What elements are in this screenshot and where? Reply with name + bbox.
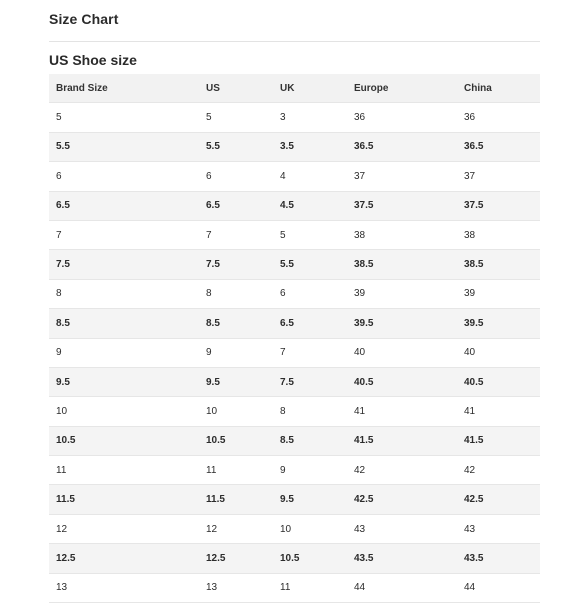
us-cell: 11.5 <box>199 485 273 514</box>
uk-cell: 3 <box>273 103 347 132</box>
uk-cell: 4.5 <box>273 191 347 220</box>
table-row <box>49 250 540 279</box>
europe-cell: 39.5 <box>347 309 457 338</box>
table-row <box>49 191 540 220</box>
table-row <box>49 103 540 132</box>
section-title: US Shoe size <box>49 52 137 68</box>
table-row <box>49 456 540 485</box>
europe-cell: 39 <box>347 279 457 308</box>
china-cell: 42 <box>457 456 540 485</box>
uk-cell: 5 <box>273 220 347 249</box>
us-cell: 6.5 <box>199 191 273 220</box>
column-header-europe: Europe <box>347 74 457 103</box>
brand-size-cell: 9 <box>49 338 199 367</box>
europe-cell: 37 <box>347 162 457 191</box>
brand-size-cell: 8.5 <box>49 309 199 338</box>
uk-cell: 8 <box>273 397 347 426</box>
europe-cell: 44 <box>347 573 457 602</box>
us-cell: 10.5 <box>199 426 273 455</box>
china-cell: 40.5 <box>457 367 540 396</box>
uk-cell: 7.5 <box>273 367 347 396</box>
us-cell: 7 <box>199 220 273 249</box>
brand-size-cell: 11 <box>49 456 199 485</box>
china-cell: 38.5 <box>457 250 540 279</box>
china-cell: 39 <box>457 279 540 308</box>
uk-cell: 5.5 <box>273 250 347 279</box>
europe-cell: 41.5 <box>347 426 457 455</box>
uk-cell: 9.5 <box>273 485 347 514</box>
us-cell: 10 <box>199 397 273 426</box>
china-cell: 37.5 <box>457 191 540 220</box>
china-cell: 42.5 <box>457 485 540 514</box>
china-cell: 37 <box>457 162 540 191</box>
brand-size-cell: 11.5 <box>49 485 199 514</box>
us-cell: 5 <box>199 103 273 132</box>
us-cell: 11 <box>199 456 273 485</box>
table-row <box>49 279 540 308</box>
brand-size-cell: 10.5 <box>49 426 199 455</box>
page-title: Size Chart <box>49 11 119 27</box>
table-row <box>49 544 540 573</box>
uk-cell: 10 <box>273 514 347 543</box>
table-row <box>49 514 540 543</box>
china-cell: 44 <box>457 573 540 602</box>
europe-cell: 43.5 <box>347 544 457 573</box>
column-header-brand-size: Brand Size <box>49 74 199 103</box>
europe-cell: 42 <box>347 456 457 485</box>
table-header-row <box>49 74 540 103</box>
europe-cell: 42.5 <box>347 485 457 514</box>
table-row <box>49 338 540 367</box>
us-cell: 13 <box>199 573 273 602</box>
china-cell: 40 <box>457 338 540 367</box>
uk-cell: 11 <box>273 573 347 602</box>
table-row <box>49 132 540 161</box>
us-cell: 5.5 <box>199 132 273 161</box>
china-cell: 43.5 <box>457 544 540 573</box>
column-header-uk: UK <box>273 74 347 103</box>
brand-size-cell: 5 <box>49 103 199 132</box>
uk-cell: 7 <box>273 338 347 367</box>
uk-cell: 10.5 <box>273 544 347 573</box>
table-row <box>49 485 540 514</box>
uk-cell: 3.5 <box>273 132 347 161</box>
china-cell: 36 <box>457 103 540 132</box>
us-cell: 8 <box>199 279 273 308</box>
table-row <box>49 426 540 455</box>
brand-size-cell: 5.5 <box>49 132 199 161</box>
china-cell: 41 <box>457 397 540 426</box>
uk-cell: 6.5 <box>273 309 347 338</box>
china-cell: 41.5 <box>457 426 540 455</box>
china-cell: 36.5 <box>457 132 540 161</box>
brand-size-cell: 8 <box>49 279 199 308</box>
uk-cell: 9 <box>273 456 347 485</box>
us-cell: 8.5 <box>199 309 273 338</box>
brand-size-cell: 7.5 <box>49 250 199 279</box>
brand-size-cell: 10 <box>49 397 199 426</box>
brand-size-cell: 12 <box>49 514 199 543</box>
us-cell: 12 <box>199 514 273 543</box>
china-cell: 43 <box>457 514 540 543</box>
table-row <box>49 309 540 338</box>
us-cell: 9.5 <box>199 367 273 396</box>
size-table <box>49 74 540 603</box>
europe-cell: 41 <box>347 397 457 426</box>
us-cell: 6 <box>199 162 273 191</box>
us-cell: 7.5 <box>199 250 273 279</box>
brand-size-cell: 6.5 <box>49 191 199 220</box>
europe-cell: 43 <box>347 514 457 543</box>
europe-cell: 37.5 <box>347 191 457 220</box>
europe-cell: 38.5 <box>347 250 457 279</box>
table-body <box>49 103 540 603</box>
title-divider <box>49 41 540 42</box>
table-row <box>49 220 540 249</box>
table-row <box>49 397 540 426</box>
uk-cell: 6 <box>273 279 347 308</box>
china-cell: 38 <box>457 220 540 249</box>
brand-size-cell: 12.5 <box>49 544 199 573</box>
europe-cell: 38 <box>347 220 457 249</box>
uk-cell: 8.5 <box>273 426 347 455</box>
europe-cell: 40.5 <box>347 367 457 396</box>
china-cell: 39.5 <box>457 309 540 338</box>
europe-cell: 40 <box>347 338 457 367</box>
us-cell: 12.5 <box>199 544 273 573</box>
us-cell: 9 <box>199 338 273 367</box>
table-row <box>49 367 540 396</box>
column-header-us: US <box>199 74 273 103</box>
brand-size-cell: 9.5 <box>49 367 199 396</box>
europe-cell: 36 <box>347 103 457 132</box>
europe-cell: 36.5 <box>347 132 457 161</box>
brand-size-cell: 6 <box>49 162 199 191</box>
brand-size-cell: 13 <box>49 573 199 602</box>
column-header-china: China <box>457 74 540 103</box>
uk-cell: 4 <box>273 162 347 191</box>
table-row <box>49 162 540 191</box>
table-row <box>49 573 540 602</box>
brand-size-cell: 7 <box>49 220 199 249</box>
